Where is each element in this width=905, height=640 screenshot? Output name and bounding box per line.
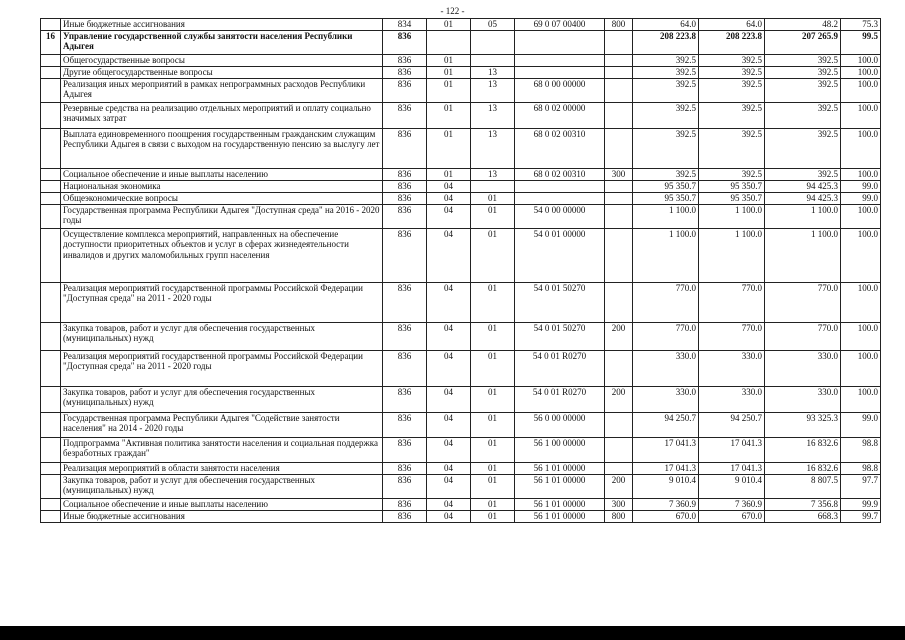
expense-type-cell [605,350,633,386]
section-code-cell: 01 [427,128,471,168]
executed-amount-cell: 330.0 [765,386,841,412]
section-code-cell: 01 [427,78,471,102]
section-code-cell: 01 [427,168,471,180]
expense-type-cell [605,78,633,102]
page-number: - 122 - [440,6,465,16]
target-article-cell [515,54,605,66]
executed-amount-cell: 94 425.3 [765,180,841,192]
table-row [41,30,881,54]
row-number-cell [41,168,61,180]
subsection-code-cell: 01 [471,322,515,350]
row-number-cell [41,412,61,437]
expense-type-cell [605,282,633,322]
subsection-code-cell: 01 [471,350,515,386]
planned-amount-cell: 7 360.9 [699,498,765,510]
planned-amount-cell: 95 350.7 [699,192,765,204]
table-row [41,412,881,437]
executed-amount-cell: 94 425.3 [765,192,841,204]
section-code-cell: 04 [427,350,471,386]
department-code-cell: 836 [383,412,427,437]
department-code-cell: 836 [383,168,427,180]
executed-amount-cell: 392.5 [765,54,841,66]
percent-executed-cell: 100.0 [841,204,881,228]
budget-table [40,18,881,523]
percent-executed-cell: 99.7 [841,510,881,522]
executed-amount-cell: 392.5 [765,66,841,78]
section-code-cell: 01 [427,66,471,78]
planned-amount-cell: 770.0 [699,282,765,322]
row-number-cell [41,66,61,78]
table-row [41,282,881,322]
executed-amount-cell: 1 100.0 [765,228,841,282]
item-name-cell: Управление государственной службы занятости населения Республики Адыгея [61,30,383,54]
item-name-cell: Государственная программа Республики Адыгея "Содействие занятости населения" на 2014 - 2020 годы [61,412,383,437]
target-article-cell: 54 0 01 00000 [515,228,605,282]
department-code-cell: 836 [383,78,427,102]
section-code-cell: 04 [427,204,471,228]
planned-amount-cell: 330.0 [699,350,765,386]
approved-amount-cell: 392.5 [633,54,699,66]
approved-amount-cell: 392.5 [633,128,699,168]
percent-executed-cell: 99.0 [841,192,881,204]
target-article-cell: 56 0 00 00000 [515,412,605,437]
department-code-cell: 836 [383,102,427,128]
item-name-cell: Реализация мероприятий государственной программы Российской Федерации "Доступная среда" на 2011 - 2020 годы [61,350,383,386]
item-name-cell: Социальное обеспечение и иные выплаты населению [61,498,383,510]
subsection-code-cell [471,30,515,54]
department-code-cell: 836 [383,30,427,54]
planned-amount-cell: 17 041.3 [699,462,765,474]
planned-amount-cell: 770.0 [699,322,765,350]
subsection-code-cell: 01 [471,412,515,437]
row-number-cell [41,462,61,474]
percent-executed-cell: 97.7 [841,474,881,498]
expense-type-cell [605,228,633,282]
department-code-cell: 836 [383,437,427,462]
expense-type-cell [605,30,633,54]
expense-type-cell [605,437,633,462]
department-code-cell: 836 [383,282,427,322]
percent-executed-cell: 100.0 [841,102,881,128]
item-name-cell: Иные бюджетные ассигнования [61,510,383,522]
target-article-cell: 56 1 01 00000 [515,510,605,522]
row-number-cell [41,386,61,412]
subsection-code-cell: 01 [471,192,515,204]
expense-type-cell: 200 [605,386,633,412]
scan-bottom-bar [0,626,905,640]
percent-executed-cell: 100.0 [841,78,881,102]
subsection-code-cell [471,180,515,192]
approved-amount-cell: 1 100.0 [633,228,699,282]
approved-amount-cell: 17 041.3 [633,437,699,462]
executed-amount-cell: 392.5 [765,128,841,168]
department-code-cell: 836 [383,474,427,498]
target-article-cell: 68 0 00 00000 [515,78,605,102]
table-row [41,66,881,78]
row-number-cell [41,102,61,128]
department-code-cell: 836 [383,54,427,66]
target-article-cell [515,30,605,54]
planned-amount-cell: 64.0 [699,19,765,31]
subsection-code-cell: 13 [471,66,515,78]
expense-type-cell: 800 [605,510,633,522]
executed-amount-cell: 207 265.9 [765,30,841,54]
row-number-cell [41,322,61,350]
table-row [41,78,881,102]
target-article-cell: 68 0 02 00000 [515,102,605,128]
department-code-cell: 836 [383,386,427,412]
row-number-cell [41,282,61,322]
target-article-cell: 54 0 01 50270 [515,322,605,350]
expense-type-cell: 200 [605,322,633,350]
department-code-cell: 836 [383,66,427,78]
subsection-code-cell: 01 [471,462,515,474]
executed-amount-cell: 16 832.6 [765,462,841,474]
expense-type-cell [605,180,633,192]
section-code-cell: 04 [427,180,471,192]
approved-amount-cell: 392.5 [633,102,699,128]
planned-amount-cell: 392.5 [699,102,765,128]
percent-executed-cell: 100.0 [841,386,881,412]
percent-executed-cell: 98.8 [841,437,881,462]
table-row [41,322,881,350]
approved-amount-cell: 7 360.9 [633,498,699,510]
department-code-cell: 836 [383,462,427,474]
item-name-cell: Закупка товаров, работ и услуг для обеспечения государственных (муниципальных) нужд [61,474,383,498]
approved-amount-cell: 17 041.3 [633,462,699,474]
target-article-cell: 56 1 01 00000 [515,462,605,474]
row-number-cell [41,204,61,228]
row-number-cell [41,228,61,282]
executed-amount-cell: 330.0 [765,350,841,386]
subsection-code-cell: 01 [471,474,515,498]
planned-amount-cell: 392.5 [699,78,765,102]
item-name-cell: Резервные средства на реализацию отдельных мероприятий и оплату социально значимых затрат [61,102,383,128]
planned-amount-cell: 1 100.0 [699,204,765,228]
expense-type-cell [605,54,633,66]
executed-amount-cell: 770.0 [765,322,841,350]
section-code-cell: 04 [427,462,471,474]
subsection-code-cell: 01 [471,204,515,228]
percent-executed-cell: 100.0 [841,128,881,168]
section-code-cell: 01 [427,54,471,66]
item-name-cell: Реализация мероприятий в области занятости населения [61,462,383,474]
department-code-cell: 836 [383,128,427,168]
row-number-cell [41,350,61,386]
expense-type-cell: 300 [605,498,633,510]
table-row [41,498,881,510]
department-code-cell: 836 [383,204,427,228]
target-article-cell: 54 0 01 R0270 [515,350,605,386]
planned-amount-cell: 9 010.4 [699,474,765,498]
row-number-cell [41,78,61,102]
target-article-cell: 54 0 01 R0270 [515,386,605,412]
department-code-cell: 836 [383,192,427,204]
table-row [41,510,881,522]
percent-executed-cell: 99.5 [841,30,881,54]
subsection-code-cell: 01 [471,228,515,282]
approved-amount-cell: 392.5 [633,168,699,180]
row-number-cell [41,474,61,498]
expense-type-cell [605,128,633,168]
approved-amount-cell: 95 350.7 [633,192,699,204]
executed-amount-cell: 668.3 [765,510,841,522]
subsection-code-cell: 13 [471,168,515,180]
row-number-cell [41,54,61,66]
planned-amount-cell: 392.5 [699,54,765,66]
executed-amount-cell: 1 100.0 [765,204,841,228]
row-number-cell [41,192,61,204]
subsection-code-cell: 01 [471,386,515,412]
planned-amount-cell: 392.5 [699,168,765,180]
percent-executed-cell: 100.0 [841,168,881,180]
subsection-code-cell: 13 [471,78,515,102]
percent-executed-cell: 75.3 [841,19,881,31]
section-code-cell: 04 [427,510,471,522]
planned-amount-cell: 94 250.7 [699,412,765,437]
approved-amount-cell: 64.0 [633,19,699,31]
expense-type-cell [605,204,633,228]
executed-amount-cell: 392.5 [765,102,841,128]
section-code-cell: 04 [427,437,471,462]
expense-type-cell [605,66,633,78]
department-code-cell: 836 [383,228,427,282]
executed-amount-cell: 8 807.5 [765,474,841,498]
department-code-cell: 836 [383,322,427,350]
row-number-cell [41,128,61,168]
table-row [41,204,881,228]
executed-amount-cell: 392.5 [765,78,841,102]
approved-amount-cell: 208 223.8 [633,30,699,54]
item-name-cell: Иные бюджетные ассигнования [61,19,383,31]
planned-amount-cell: 95 350.7 [699,180,765,192]
expense-type-cell: 800 [605,19,633,31]
table-row [41,180,881,192]
section-code-cell: 04 [427,282,471,322]
section-code-cell: 04 [427,474,471,498]
target-article-cell: 56 1 01 00000 [515,498,605,510]
planned-amount-cell: 330.0 [699,386,765,412]
item-name-cell: Реализация мероприятий государственной программы Российской Федерации "Доступная среда" на 2011 - 2020 годы [61,282,383,322]
approved-amount-cell: 392.5 [633,78,699,102]
planned-amount-cell: 670.0 [699,510,765,522]
section-code-cell: 01 [427,19,471,31]
executed-amount-cell: 7 356.8 [765,498,841,510]
subsection-code-cell [471,54,515,66]
item-name-cell: Закупка товаров, работ и услуг для обеспечения государственных (муниципальных) нужд [61,322,383,350]
subsection-code-cell: 13 [471,102,515,128]
row-number-cell [41,510,61,522]
approved-amount-cell: 392.5 [633,66,699,78]
department-code-cell: 836 [383,350,427,386]
section-code-cell: 04 [427,498,471,510]
department-code-cell: 834 [383,19,427,31]
target-article-cell: 69 0 07 00400 [515,19,605,31]
section-code-cell: 01 [427,102,471,128]
table-row [41,168,881,180]
table-row [41,386,881,412]
target-article-cell: 54 0 00 00000 [515,204,605,228]
expense-type-cell [605,102,633,128]
section-code-cell: 04 [427,192,471,204]
target-article-cell [515,180,605,192]
row-number-cell [41,437,61,462]
expense-type-cell [605,462,633,474]
table-row [41,128,881,168]
subsection-code-cell: 01 [471,282,515,322]
table-row [41,54,881,66]
subsection-code-cell: 01 [471,498,515,510]
subsection-code-cell: 01 [471,437,515,462]
percent-executed-cell: 99.0 [841,180,881,192]
item-name-cell: Национальная экономика [61,180,383,192]
approved-amount-cell: 670.0 [633,510,699,522]
planned-amount-cell: 392.5 [699,66,765,78]
item-name-cell: Общегосударственные вопросы [61,54,383,66]
expense-type-cell [605,412,633,437]
percent-executed-cell: 100.0 [841,282,881,322]
item-name-cell: Реализация иных мероприятий в рамках непрограммных расходов Республики Адыгея [61,78,383,102]
section-code-cell: 04 [427,412,471,437]
target-article-cell [515,192,605,204]
executed-amount-cell: 93 325.3 [765,412,841,437]
item-name-cell: Государственная программа Республики Адыгея "Доступная среда" на 2016 - 2020 годы [61,204,383,228]
target-article-cell: 56 1 01 00000 [515,474,605,498]
subsection-code-cell: 05 [471,19,515,31]
item-name-cell: Выплата единовременного поощрения государственным гражданским служащим Республики Адыгея в связи с выходом на государственную пенсию за выслугу лет [61,128,383,168]
expense-type-cell: 300 [605,168,633,180]
table-row [41,102,881,128]
executed-amount-cell: 48.2 [765,19,841,31]
approved-amount-cell: 770.0 [633,282,699,322]
percent-executed-cell: 100.0 [841,322,881,350]
table-row [41,228,881,282]
approved-amount-cell: 330.0 [633,350,699,386]
approved-amount-cell: 330.0 [633,386,699,412]
row-number-cell: 16 [41,30,61,54]
table-row [41,350,881,386]
row-number-cell [41,19,61,31]
planned-amount-cell: 17 041.3 [699,437,765,462]
table-body [41,19,881,523]
department-code-cell: 836 [383,180,427,192]
percent-executed-cell: 100.0 [841,228,881,282]
item-name-cell: Подпрограмма "Активная политика занятости населения и социальная поддержка безработных граждан" [61,437,383,462]
department-code-cell: 836 [383,510,427,522]
table-row [41,19,881,31]
approved-amount-cell: 770.0 [633,322,699,350]
expense-type-cell: 200 [605,474,633,498]
percent-executed-cell: 100.0 [841,350,881,386]
target-article-cell: 56 1 00 00000 [515,437,605,462]
percent-executed-cell: 98.8 [841,462,881,474]
approved-amount-cell: 95 350.7 [633,180,699,192]
table-row [41,474,881,498]
percent-executed-cell: 99.0 [841,412,881,437]
item-name-cell: Социальное обеспечение и иные выплаты населению [61,168,383,180]
row-number-cell [41,180,61,192]
executed-amount-cell: 16 832.6 [765,437,841,462]
target-article-cell: 68 0 02 00310 [515,128,605,168]
table-row [41,437,881,462]
percent-executed-cell: 100.0 [841,54,881,66]
planned-amount-cell: 392.5 [699,128,765,168]
table-row [41,192,881,204]
expense-type-cell [605,192,633,204]
approved-amount-cell: 1 100.0 [633,204,699,228]
percent-executed-cell: 99.9 [841,498,881,510]
item-name-cell: Осуществление комплекса мероприятий, направленных на обеспечение доступности приоритетных объектов и услуг в сферах жизнедеятельности инвалидов и других маломобильных групп населения [61,228,383,282]
item-name-cell: Закупка товаров, работ и услуг для обеспечения государственных (муниципальных) нужд [61,386,383,412]
department-code-cell: 836 [383,498,427,510]
approved-amount-cell: 9 010.4 [633,474,699,498]
executed-amount-cell: 392.5 [765,168,841,180]
row-number-cell [41,498,61,510]
section-code-cell: 04 [427,228,471,282]
executed-amount-cell: 770.0 [765,282,841,322]
target-article-cell [515,66,605,78]
approved-amount-cell: 94 250.7 [633,412,699,437]
subsection-code-cell: 01 [471,510,515,522]
section-code-cell [427,30,471,54]
section-code-cell: 04 [427,386,471,412]
subsection-code-cell: 13 [471,128,515,168]
item-name-cell: Другие общегосударственные вопросы [61,66,383,78]
target-article-cell: 68 0 02 00310 [515,168,605,180]
planned-amount-cell: 1 100.0 [699,228,765,282]
table-row [41,462,881,474]
section-code-cell: 04 [427,322,471,350]
target-article-cell: 54 0 01 50270 [515,282,605,322]
percent-executed-cell: 100.0 [841,66,881,78]
planned-amount-cell: 208 223.8 [699,30,765,54]
item-name-cell: Общеэкономические вопросы [61,192,383,204]
